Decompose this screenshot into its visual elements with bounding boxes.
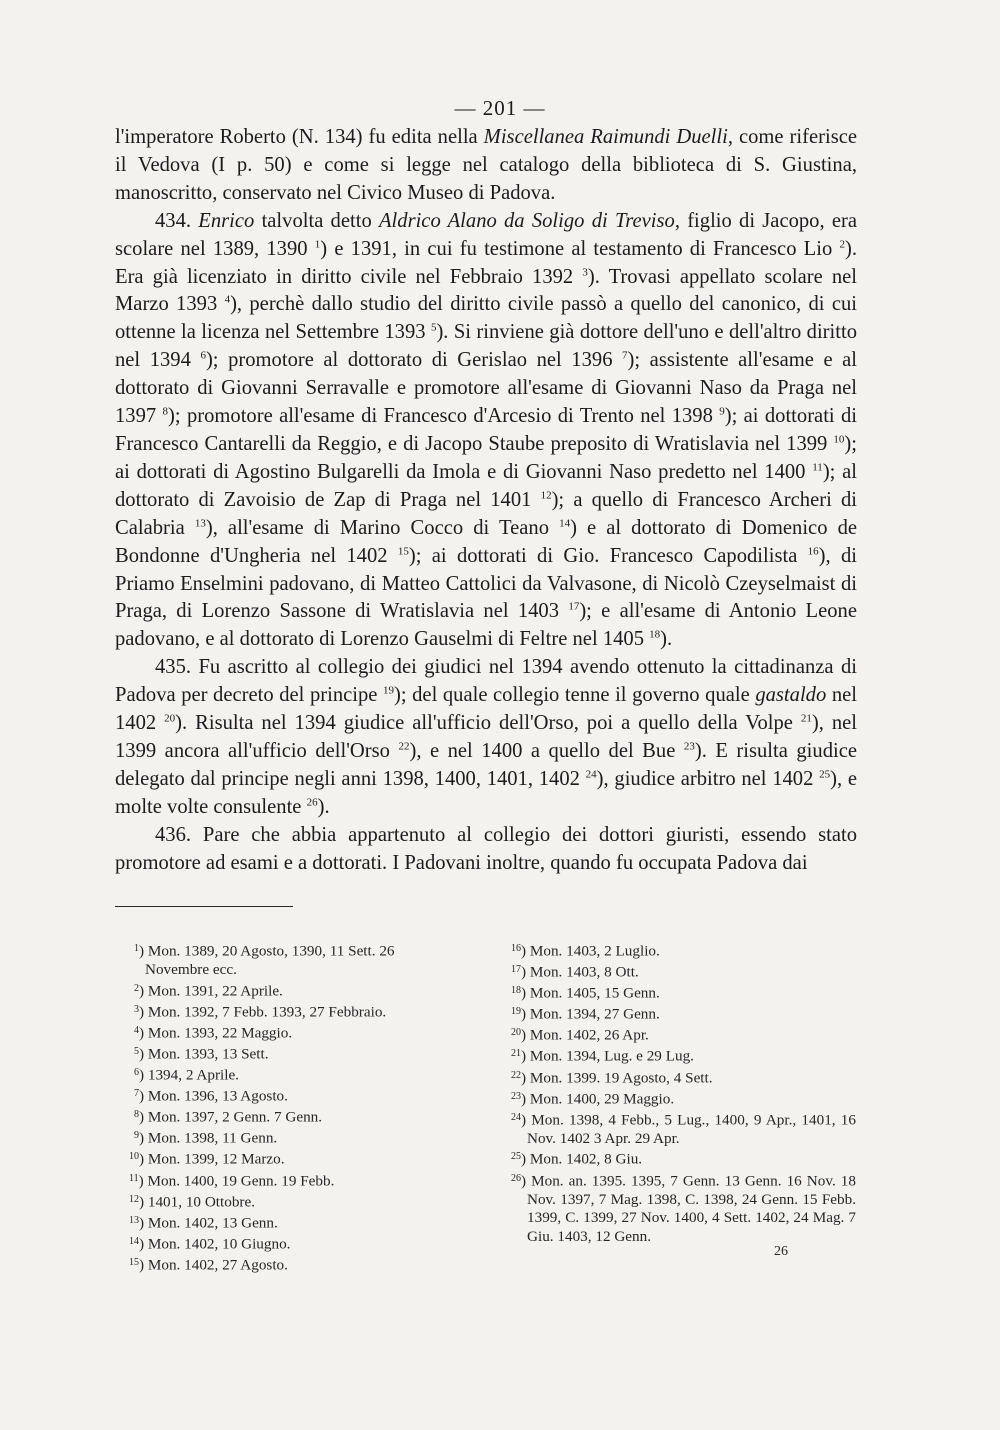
footnote-ref[interactable]: 18 [649,628,661,641]
footnote-text: Mon. 1393, 13 Sett. [147,1045,269,1063]
footnote-number: 20 [511,1027,521,1039]
text-run: , come riferisce il Vedova (I p. 50) e come si legge nel catalogo della biblioteca di S. Giustina, manoscritto, conservato nel Civico Museo di Padova. [115,126,858,204]
footnote: $^{17}$) Mon. 1403, 8 Ott. [511,963,639,981]
footnote-ref[interactable]: 22 [398,740,410,753]
footnote-text: 1394, 2 Aprile. [147,1066,239,1084]
footnote-number: 13 [129,1214,139,1226]
text-run: ). Era già licenziato in diritto civile nel Febbraio 1392 [115,237,857,288]
text-run: ); promotore all'esame di Francesco d'Arcesio di Trento nel 1398 [168,405,720,428]
text-run: 434. [155,209,199,232]
footnote-number: 22 [511,1069,521,1081]
footnote: $^4$) Mon. 1393, 22 Maggio. [134,1024,293,1042]
footnote-ref[interactable]: 16 [807,544,819,557]
footnote: $^{11}$) Mon. 1400, 19 Genn. 19 Febb. [129,1172,335,1190]
footnote: $^{26}$) Mon. an. 1395. 1395, 7 Genn. 13 Genn. 16 Nov. 18 Nov. 1397, 7 Mag. 1398, C. 1398, 24 Genn. 15 Febb. 1399, C. 1399, 27 Nov. 1400, 4 Sett. 1402, 24 Mag. 7 Giu. 1403, 12 Genn. [511,1172,856,1245]
footnote-ref[interactable]: 24 [585,768,597,781]
footnote-text: Mon. 1402, 13 Genn. [147,1214,278,1232]
footnote-ref[interactable]: 9 [719,405,725,418]
text-run: ); a quello di Francesco Archeri di Calabria [115,488,857,539]
footnote-ref[interactable]: 13 [194,517,206,529]
text-run: , figlio di Jacopo, era scolare nel 1389, 1390 [115,209,857,260]
footnote-ref[interactable]: 12 [540,489,552,502]
footnote: $^{23}$) Mon. 1400, 29 Maggio. [511,1090,675,1108]
footnote-number: 5 [134,1045,139,1057]
footnote: $^{24}$) Mon. 1398, 4 Febb., 5 Lug., 1400, 9 Apr., 1401, 16 Nov. 1402 3 Apr. 29 Apr. [511,1111,856,1147]
footnote-number: 7 [134,1088,139,1100]
footnote-number: 21 [511,1048,521,1060]
footnote-number: 18 [511,985,521,997]
footnotes-right-column [500,940,856,1246]
text-run: ), perchè dallo studio del diritto civile passò a quello del canonico, di cui ottenne la licenza nel Settembre 1393 [115,293,857,344]
footnote: $^{19}$) Mon. 1394, 27 Genn. [511,1005,660,1023]
footnote: $^1$) Mon. 1389, 20 Agosto, 1390, 11 Sett. 26 [134,942,395,960]
footnote-ref[interactable]: 1 [314,237,321,250]
footnote-number: 19 [511,1006,521,1018]
footnote: $^{10}$) Mon. 1399, 12 Marzo. [129,1150,285,1168]
text-run: ) e al dottorato di Domenico de Bondonne d'Ungheria nel 1402 [115,516,858,567]
footnote-ref[interactable]: 7 [622,349,628,362]
italic-text: Miscellanea Raimundi Duelli [483,126,728,148]
footnote-ref[interactable]: 10 [833,433,845,446]
text-run: ), e nel 1400 a quello del Bue [409,739,684,762]
footnote: $^5$) Mon. 1393, 13 Sett. [134,1045,269,1063]
italic-text: Aldrico Alano da Soligo di Treviso [378,209,675,232]
footnote: $^{21}$) Mon. 1394, Lug. e 29 Lug. [511,1047,694,1065]
footnote-ref[interactable]: 23 [683,740,695,753]
footnote-text: Mon. 1396, 13 Agosto. [147,1087,288,1105]
footnote-text: 1401, 10 Ottobre. [147,1193,256,1211]
footnote-number: 2 [134,982,139,994]
footnote-ref[interactable]: 25 [819,768,831,781]
footnote-separator [115,906,293,907]
footnote-text: Mon. 1393, 22 Maggio. [147,1024,293,1042]
footnote: $^{16}$) Mon. 1403, 2 Luglio. [511,942,660,960]
text-run: l'imperatore Roberto (N. 134) fu edita nella [115,126,484,148]
footnote [115,961,475,980]
footnote-ref[interactable]: 17 [568,600,580,613]
text-run: ); ai dottorati di Agostino Bulgarelli da Imola e di Giovanni Naso predetto nel 1400 [115,432,857,483]
paragraph [115,208,857,655]
footnote-text: Mon. 1402, 26 Apr. [529,1026,649,1044]
footnote-ref[interactable]: 4 [224,293,231,306]
footnote-text: Mon. 1398, 4 Febb., 5 Lug., 1400, 9 Apr., 1401, 16 Nov. 1402 3 Apr. 29 Apr. [527,1111,856,1147]
text-run: ); e all'esame di Antonio Leone padovano, e al dottorato di Lorenzo Gauselmi di Feltre nel 1405 [115,600,857,651]
text-run: ); assistente all'esame e al dottorato di Giovanni Serravalle e promotore all'esame di Giovanni Naso da Praga nel 1397 [115,349,857,428]
italic-text: gastaldo [755,684,827,707]
text-run: 436. Pare che abbia appartenuto al collegio dei dottori giuristi, essendo stato promotore ad esami e a dottorati. I Padovani inoltre, quando fu occupata Padova dai [115,823,857,874]
footnote-text: Mon. 1397, 2 Genn. 7 Genn. [147,1108,323,1126]
footnote-number: 11 [129,1172,139,1184]
footnote-text: Mon. 1394, Lug. e 29 Lug. [529,1047,694,1065]
text-run: ); ai dottorati di Francesco Cantarelli da Reggio, e di Jacopo Staube preposito di Wratislavia nel 1399 [115,405,858,455]
footnote-text: Novembre ecc. [145,961,237,979]
footnote-number: 6 [134,1067,139,1079]
footnote: $^{22}$) Mon. 1399. 19 Agosto, 4 Sett. [511,1069,713,1087]
footnote-number: 4 [134,1024,139,1036]
text-run: ) e 1391, in cui fu testimone al testamento di Francesco Lio [320,237,840,260]
text-run: talvolta detto [254,209,379,232]
text-run: ), giudice arbitro nel 1402 [596,767,820,790]
footnotes-left-column [115,940,475,1275]
footnote-ref[interactable]: 2 [839,237,845,250]
footnote-ref[interactable]: 26 [306,796,318,809]
footnote: $^9$) Mon. 1398, 11 Genn. [134,1129,278,1147]
footnote-number: 14 [129,1235,139,1247]
footnote-text: Mon. 1402, 10 Giugno. [147,1235,291,1253]
text-run: ). E risulta giudice delegato dal principe negli anni 1398, 1400, 1401, 1402 [115,739,857,790]
footnote: $^{18}$) Mon. 1405, 15 Genn. [511,984,660,1002]
footnote-ref[interactable]: 21 [800,712,812,725]
printer-signature-mark: 26 [774,1244,788,1259]
footnote-ref[interactable]: 14 [559,517,571,529]
text-run: 435. Fu ascritto al collegio dei giudici nel 1394 avendo ottenuto la cittadinanza di Padova per decreto del principe [115,656,857,707]
footnote-text: Mon. 1402, 8 Giu. [529,1150,643,1168]
main-text [115,124,857,877]
text-run: ), all'esame di Marino Cocco di Teano [205,516,560,539]
paragraph [115,654,857,821]
footnote-ref[interactable]: 5 [430,321,437,334]
text-run: ), nel 1399 ancora all'ufficio dell'Orso [115,712,857,762]
footnote-number: 23 [511,1090,521,1102]
footnote-number: 25 [511,1151,521,1163]
footnote-ref[interactable]: 20 [164,712,176,725]
text-run: ). [317,795,330,818]
footnote-number: 15 [129,1256,139,1268]
footnote: $^{15}$) Mon. 1402, 27 Agosto. [129,1256,288,1274]
text-run: ), e molte volte consulente [115,767,857,818]
footnote-number: 26 [511,1172,521,1184]
footnote-text: Mon. 1403, 8 Ott. [529,963,639,981]
page-number: — 201 — [454,96,546,120]
text-run: nel 1402 [115,684,857,735]
footnote-number: 10 [129,1151,139,1163]
footnote-ref[interactable]: 3 [582,265,588,278]
footnote-ref[interactable]: 11 [812,461,823,474]
text-run: ); al dottorato di Zavoisio de Zap di Praga nel 1401 [115,460,857,511]
footnote: $^{20}$) Mon. 1402, 26 Apr. [511,1026,649,1044]
footnote-text: Mon. an. 1395. 1395, 7 Genn. 13 Genn. 16 Nov. 18 Nov. 1397, 7 Mag. 1398, C. 1398, 24 Genn. 15 Febb. 1399, C. 1399, 27 Nov. 1400, 4 Sett. 1402, 24 Mag. 7 Giu. 1403, 12 Genn. [527,1172,856,1245]
footnote: $^{25}$) Mon. 1402, 8 Giu. [511,1150,643,1168]
text-run: ). Risulta nel 1394 giudice all'ufficio dell'Orso, poi a quello della Volpe [175,712,801,735]
footnote-text: Mon. 1399. 19 Agosto, 4 Sett. [529,1069,713,1087]
footnote-ref[interactable]: 15 [397,544,409,557]
footnote: $^3$) Mon. 1392, 7 Febb. 1393, 27 Febbraio. [134,1003,387,1021]
footnote-text: Mon. 1391, 22 Aprile. [147,982,283,1000]
footnote-ref[interactable]: 6 [200,349,206,362]
paragraph [115,822,857,878]
footnote-text: Mon. 1400, 29 Maggio. [529,1090,675,1108]
footnote: $^{12}$) 1401, 10 Ottobre. [129,1193,256,1211]
footnote-text: Mon. 1392, 7 Febb. 1393, 27 Febbraio. [147,1003,387,1021]
footnote: $^{14}$) Mon. 1402, 10 Giugno. [129,1235,291,1253]
footnote-text: Mon. 1403, 2 Luglio. [529,942,660,960]
text-run: ); del quale collegio tenne il governo quale [393,684,756,707]
footnote-ref[interactable]: 8 [162,405,169,418]
footnote-number: 17 [511,964,521,976]
footnote: $^6$) 1394, 2 Aprile. [134,1066,239,1084]
footnote-text: Mon. 1394, 27 Genn. [529,1005,660,1023]
text-run: ); promotore al dottorato di Gerislao nel 1396 [205,349,623,372]
text-run: ). Si rinviene già dottore dell'uno e dell'altro diritto nel 1394 [115,321,857,372]
footnote-text: Mon. 1402, 27 Agosto. [147,1256,288,1274]
footnote-text: Mon. 1398, 11 Genn. [147,1129,278,1147]
footnote-text: Mon. 1405, 15 Genn. [529,984,660,1002]
footnote-number: 8 [134,1109,139,1121]
text-run: ); ai dottorati di Gio. Francesco Capodilista [408,544,808,567]
footnote-text: Mon. 1389, 20 Agosto, 1390, 11 Sett. 26 [147,942,395,960]
footnote-number: 9 [134,1130,139,1142]
italic-text: Enrico [198,209,255,232]
paragraph [115,124,857,208]
footnote-number: 3 [134,1003,139,1015]
footnote-number: 24 [511,1111,521,1123]
text-run: ). Trovasi appellato scolare nel Marzo 1393 [115,265,858,316]
footnote-number: 16 [511,943,521,954]
footnote: $^2$) Mon. 1391, 22 Aprile. [134,982,283,1000]
footnote: $^8$) Mon. 1397, 2 Genn. 7 Genn. [134,1108,323,1126]
footnote-text: Mon. 1399, 12 Marzo. [147,1150,285,1168]
text-run: ). [660,628,673,651]
footnote-ref[interactable]: 19 [382,684,394,697]
text-run: ), di Priamo Enselmini padovano, di Matteo Cattolici da Valvasone, di Nicolò Czeyselmaist di Praga, di Lorenzo Sassone di Wratislavia nel 1403 [115,544,857,623]
footnote: $^{13}$) Mon. 1402, 13 Genn. [129,1214,278,1232]
footnote-text: Mon. 1400, 19 Genn. 19 Febb. [147,1172,335,1190]
footnote: $^7$) Mon. 1396, 13 Agosto. [134,1087,288,1105]
footnote-number: 1 [134,943,139,954]
footnote-number: 12 [129,1193,139,1205]
